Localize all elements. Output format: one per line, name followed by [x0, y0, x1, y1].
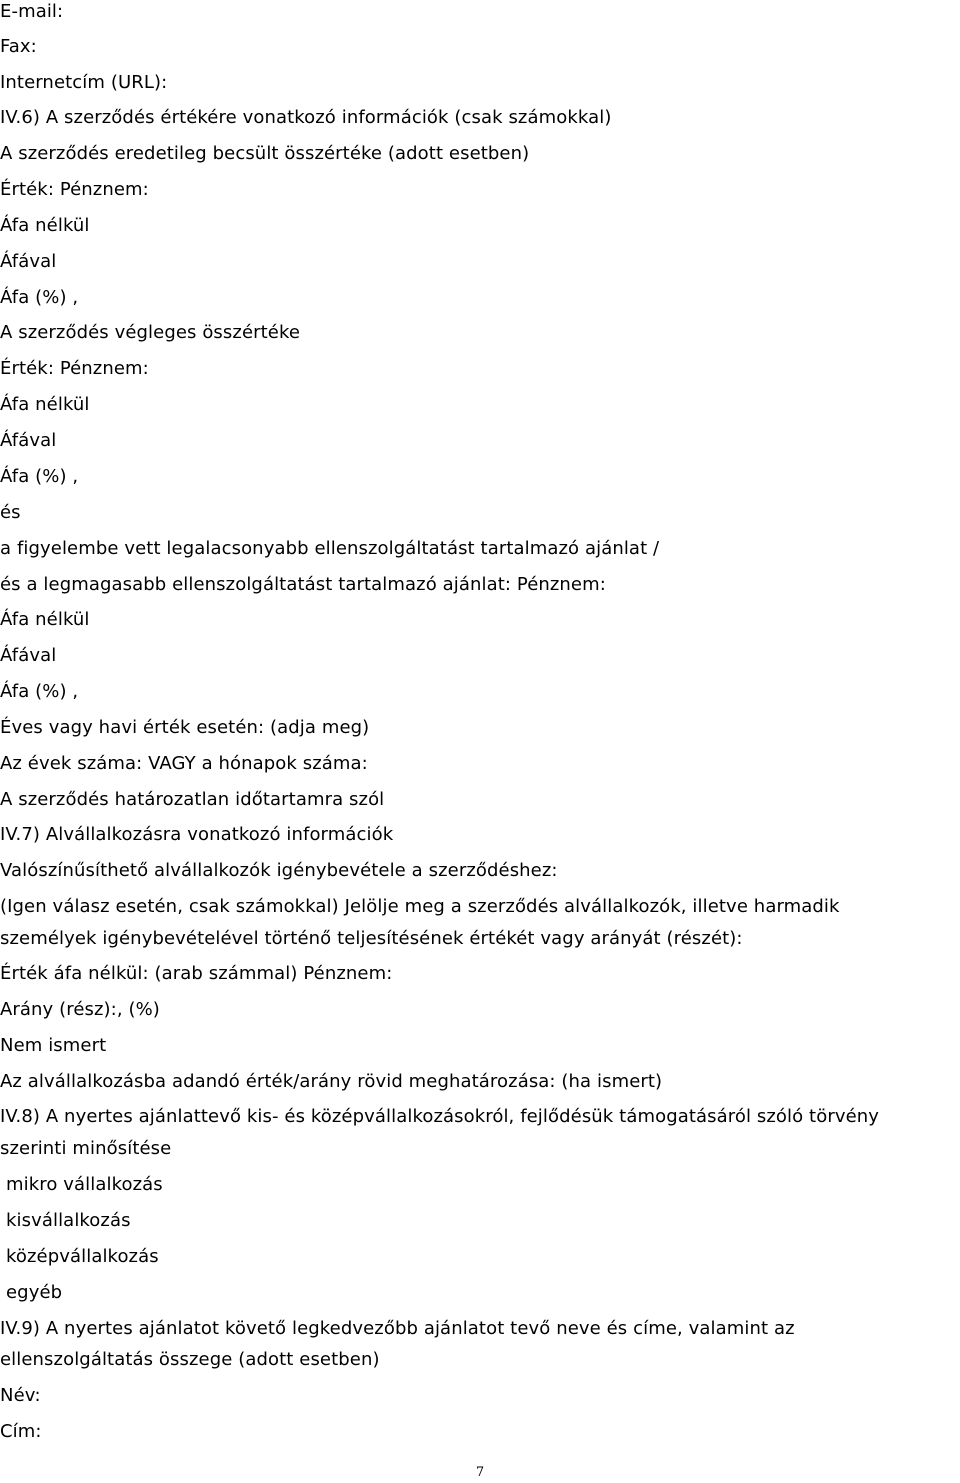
- subcontract-description-label: Az alvállalkozásba adandó érték/arány rövid meghatározása: (ha ismert): [0, 1071, 663, 1092]
- unknown-label: Nem ismert: [0, 1035, 107, 1056]
- with-vat-label: Áfával: [0, 645, 57, 666]
- value-currency-label: Érték: Pénznem:: [0, 179, 149, 200]
- option-micro-enterprise: mikro vállalkozás: [6, 1174, 163, 1195]
- section-iv9-heading-cont: ellenszolgáltatás összege (adott esetben): [0, 1349, 380, 1370]
- option-other: egyéb: [6, 1282, 63, 1303]
- section-iv8-heading: IV.8) A nyertes ajánlattevő kis- és középvállalkozásokról, fejlődésük támogatásáról szóló törvény: [0, 1106, 880, 1127]
- vat-percent-label: Áfa (%) ,: [0, 287, 79, 308]
- and-text: és: [0, 502, 21, 523]
- without-vat-label: Áfa nélkül: [0, 394, 90, 415]
- section-iv9-heading: IV.9) A nyertes ajánlatot követő legkedvezőbb ajánlatot tevő neve és címe, valamint az: [0, 1318, 795, 1339]
- without-vat-label: Áfa nélkül: [0, 609, 90, 630]
- vat-percent-label: Áfa (%) ,: [0, 466, 79, 487]
- with-vat-label: Áfával: [0, 430, 57, 451]
- without-vat-label: Áfa nélkül: [0, 215, 90, 236]
- email-label: E-mail:: [0, 1, 64, 22]
- highest-offer-text: és a legmagasabb ellenszolgáltatást tartalmazó ajánlat: Pénznem:: [0, 574, 606, 595]
- with-vat-label: Áfával: [0, 251, 57, 272]
- final-total-heading: A szerződés végleges összértéke: [0, 322, 301, 343]
- fax-label: Fax:: [0, 36, 37, 57]
- name-label: Név:: [0, 1385, 41, 1406]
- subcontract-instruction-1: (Igen válasz esetén, csak számokkal) Jelölje meg a szerződés alvállalkozók, illetve harmadik: [0, 896, 840, 917]
- ratio-label: Arány (rész):, (%): [0, 999, 160, 1020]
- lowest-offer-text: a figyelembe vett legalacsonyabb ellenszolgáltatást tartalmazó ajánlat /: [0, 538, 660, 559]
- section-iv8-heading-cont: szerinti minősítése: [0, 1138, 172, 1159]
- subcontract-instruction-2: személyek igénybevételével történő teljesítésének értékét vagy arányát (részét):: [0, 928, 743, 949]
- section-iv6-heading: IV.6) A szerződés értékére vonatkozó információk (csak számokkal): [0, 107, 612, 128]
- vat-percent-label: Áfa (%) ,: [0, 681, 79, 702]
- page-number: 7: [475, 1465, 485, 1480]
- address-label: Cím:: [0, 1421, 42, 1442]
- value-without-vat-label: Érték áfa nélkül: (arab számmal) Pénznem:: [0, 963, 393, 984]
- value-currency-label: Érték: Pénznem:: [0, 358, 149, 379]
- subcontractor-question: Valószínűsíthető alvállalkozók igénybevétele a szerződéshez:: [0, 860, 558, 881]
- estimated-total-heading: A szerződés eredetileg becsült összértéke (adott esetben): [0, 143, 530, 164]
- indefinite-duration-text: A szerződés határozatlan időtartamra szól: [0, 789, 385, 810]
- section-iv7-heading: IV.7) Alvállalkozásra vonatkozó információk: [0, 824, 394, 845]
- url-label: Internetcím (URL):: [0, 72, 168, 93]
- option-small-enterprise: kisvállalkozás: [6, 1210, 131, 1231]
- annual-monthly-label: Éves vagy havi érték esetén: (adja meg): [0, 717, 370, 738]
- years-months-label: Az évek száma: VAGY a hónapok száma:: [0, 753, 368, 774]
- option-medium-enterprise: középvállalkozás: [6, 1246, 159, 1267]
